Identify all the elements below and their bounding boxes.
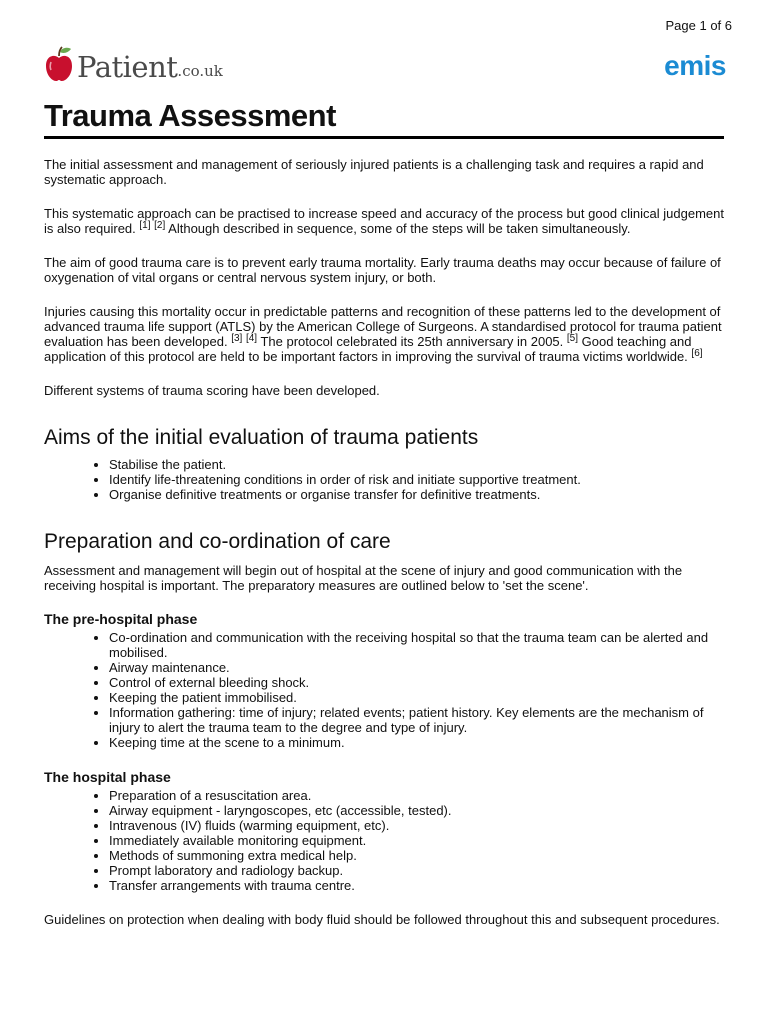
emis-logo[interactable]: emis	[664, 50, 726, 81]
aims-list	[44, 457, 724, 502]
subheading-hospital: The hospital phase	[44, 768, 171, 785]
hospital-list	[44, 788, 724, 893]
subheading-pre-hospital: The pre-hospital phase	[44, 610, 198, 627]
page-indicator: Page 1 of 6	[665, 18, 732, 33]
list-item: • Organise definitive treatments or organise transfer for definitive treatments.	[109, 487, 724, 502]
intro-paragraph-2	[44, 206, 724, 236]
patient-logo[interactable]	[44, 42, 223, 82]
list-item: • Airway maintenance.	[109, 660, 724, 675]
reference-link-3[interactable]: [3]	[231, 332, 243, 344]
list-item: • Preparation of a resuscitation area.	[109, 788, 724, 803]
section-heading-preparation: Preparation and co-ordination of care	[44, 529, 391, 553]
intro-paragraph-5: Different systems of trauma scoring have been developed.	[44, 382, 380, 398]
section-heading-aims: Aims of the initial evaluation of trauma patients	[44, 425, 479, 449]
intro-paragraph-2-text-b: Although described in sequence, some of the steps will be taken simultaneously.	[165, 220, 631, 236]
list-item: • Immediately available monitoring equipment.	[109, 833, 724, 848]
intro-paragraph-4-text-b: The protocol celebrated its 25th anniversary in 2005.	[257, 333, 564, 349]
list-item: • Identify life-threatening conditions in order of risk and initiate supportive treatment.	[109, 472, 724, 487]
intro-paragraph-1: The initial assessment and management of seriously injured patients is a challenging task and requires a rapid and systematic approach.	[44, 156, 704, 187]
list-item: • Control of external bleeding shock.	[109, 675, 724, 690]
intro-paragraph-4	[44, 304, 724, 364]
list-item: • Keeping the patient immobilised.	[109, 690, 724, 705]
reference-link-1[interactable]: [1]	[139, 219, 151, 231]
patient-logo-word: Patient	[77, 50, 178, 84]
intro-paragraph-4-text-a: Injuries causing this mortality occur in predictable patterns and recognition of these patterns led to the development of advanced trauma life support (ATLS) by the American College of Surgeons. A standardised protocol for trauma patient evaluation has been developed.	[44, 303, 722, 349]
list-item: • Transfer arrangements with trauma centre.	[109, 878, 724, 893]
document-body	[44, 98, 724, 927]
list-item: • Methods of summoning extra medical help.	[109, 848, 724, 863]
page-title: Trauma Assessment	[44, 98, 724, 139]
patient-logo-suffix: .co.uk	[177, 62, 223, 80]
list-item: • Intravenous (IV) fluids (warming equipment, etc).	[109, 818, 724, 833]
reference-link-6[interactable]: [6]	[691, 347, 703, 359]
intro-paragraph-3: The aim of good trauma care is to prevent early trauma mortality. Early trauma deaths may occur because of failure of oxygenation of vital organs or central nervous system injury, or both.	[44, 254, 721, 285]
intro-paragraph-2-text-a: This systematic approach can be practised to increase speed and accuracy of the process but good clinical judgement is also required.	[44, 205, 724, 236]
apple-icon	[44, 46, 74, 82]
preparation-intro: Assessment and management will begin out of hospital at the scene of injury and good communication with the receiving hospital is important. The preparatory measures are outlined below to 'set the scene'.	[44, 562, 683, 593]
list-item: • Stabilise the patient.	[109, 457, 724, 472]
pre-hospital-list	[44, 630, 724, 750]
list-item: • Information gathering: time of injury; related events; patient history. Key elements are the mechanism of injury to alert the trauma team to the degree and type of injury.	[109, 705, 724, 735]
intro-paragraph-4-text-c: Good teaching and application of this protocol are held to be important factors in improving the survival of trauma victims worldwide.	[44, 333, 692, 364]
reference-link-2[interactable]: [2]	[154, 219, 166, 231]
list-item: • Airway equipment - laryngoscopes, etc (accessible, tested).	[109, 803, 724, 818]
reference-link-5[interactable]: [5]	[566, 332, 579, 344]
list-item: • Prompt laboratory and radiology backup.	[109, 863, 724, 878]
closing-paragraph: Guidelines on protection when dealing with body fluid should be followed throughout this and subsequent procedures.	[44, 911, 720, 927]
reference-link-4[interactable]: [4]	[245, 332, 258, 344]
list-item: • Keeping time at the scene to a minimum.	[109, 735, 724, 750]
list-item: • Co-ordination and communication with the receiving hospital so that the trauma team can be alerted and mobilised.	[109, 630, 724, 660]
